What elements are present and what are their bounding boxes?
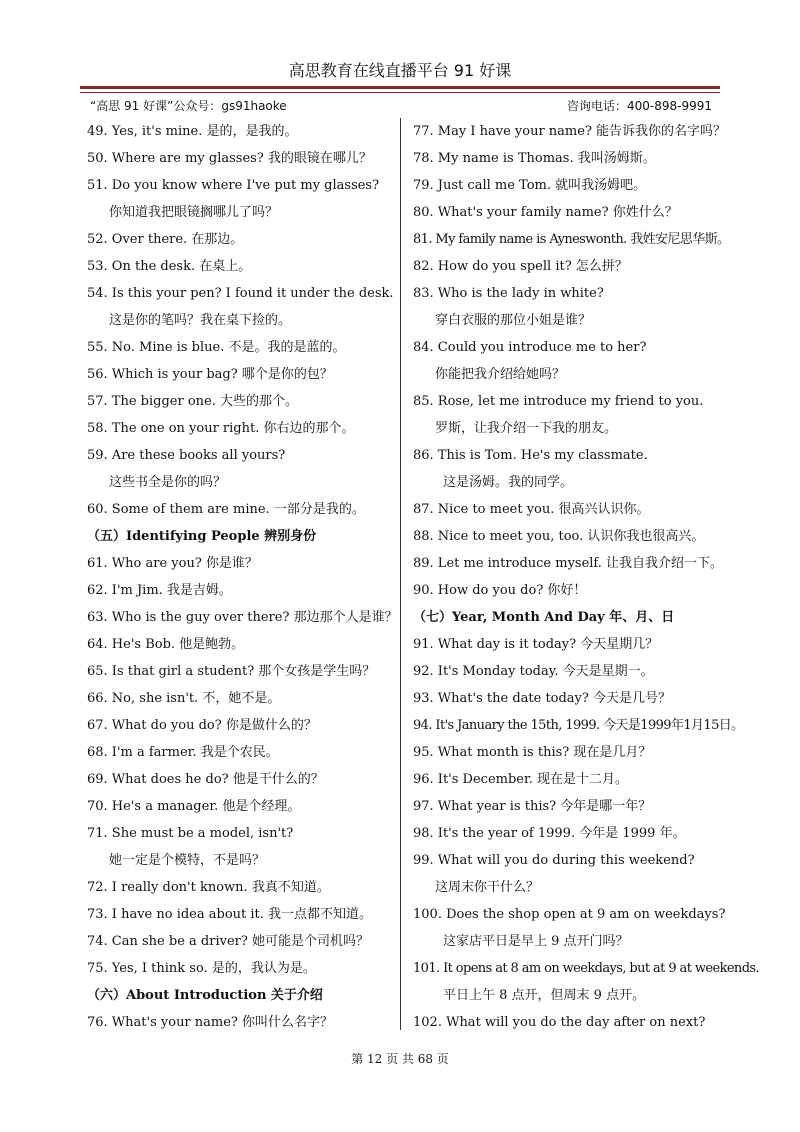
sentence-line: 71. She must be a model, isn't? <box>87 826 294 841</box>
sentence-line: 92. It's Monday today. 今天是星期一。 <box>413 664 654 679</box>
sentence-line: 62. I'm Jim. 我是吉姆。 <box>87 583 232 598</box>
sentence-line: 65. Is that girl a student? 那个女孩是学生吗？ <box>87 664 376 679</box>
sentence-line: 78. My name is Thomas. 我叫汤姆斯。 <box>413 151 656 166</box>
sentence-line: 罗斯，让我介绍一下我的朋友。 <box>435 421 618 436</box>
sentence-line: 这是汤姆。我的同学。 <box>443 475 574 490</box>
sentence-line: 97. What year is this? 今年是哪一年？ <box>413 799 652 814</box>
sentence-line: 93. What's the date today? 今天是几号？ <box>413 691 672 706</box>
sentence-line: 102. What will you do the day after on next? <box>413 1015 706 1030</box>
sentence-line: 96. It's December. 现在是十二月。 <box>413 772 629 787</box>
sentence-line: 81. My family name is Ayneswonth. 我姓安尼思华斯。 <box>413 232 730 247</box>
left-column <box>87 118 398 1036</box>
sentence-line: 77. May I have your name? 能告诉我你的名字吗？ <box>413 124 727 139</box>
sentence-line: 80. What's your family name? 你姓什么？ <box>413 205 678 220</box>
sentence-line: 67. What do you do? 你是做什么的？ <box>87 718 317 733</box>
sentence-line: 这周末你干什么？ <box>435 880 540 895</box>
sentence-line: 58. The one on your right. 你右边的那个。 <box>87 421 355 436</box>
sentence-line: 56. Which is your bag? 哪个是你的包？ <box>87 367 333 382</box>
section-heading: （七）Year, Month And Day 年、月、日 <box>413 610 675 625</box>
sentence-line: 91. What day is it today? 今天星期几？ <box>413 637 659 652</box>
sentence-line: 75. Yes, I think so. 是的，我认为是。 <box>87 961 316 976</box>
header-wechat-note: “高思 91 好课”公众号：gs91haoke <box>90 99 287 113</box>
sentence-line: 70. He's a manager. 他是个经理。 <box>87 799 301 814</box>
sentence-line: 72. I really don't known. 我真不知道。 <box>87 880 330 895</box>
sentence-line: 66. No, she isn't. 不，她不是。 <box>87 691 281 706</box>
sentence-line: 69. What does he do? 他是干什么的？ <box>87 772 324 787</box>
sentence-line: 85. Rose, let me introduce my friend to you. <box>413 394 704 409</box>
sentence-line: 94. It's January the 15th, 1999. 今天是1999年1月15日。 <box>413 718 744 733</box>
page-footer: 第 12 页 共 68 页 <box>351 1052 449 1066</box>
sentence-line: 95. What month is this? 现在是几月？ <box>413 745 652 760</box>
sentence-line: 76. What's your name? 你叫什么名字？ <box>87 1015 334 1030</box>
sentence-line: 87. Nice to meet you. 很高兴认识你。 <box>413 502 650 517</box>
page-header-title: 高思教育在线直播平台 91 好课 <box>288 61 512 80</box>
sentence-line: 50. Where are my glasses? 我的眼镜在哪儿？ <box>87 151 372 166</box>
sentence-line: 你知道我把眼镜搁哪儿了吗？ <box>109 205 279 220</box>
sentence-line: 你能把我介绍给她吗？ <box>435 367 566 382</box>
sentence-line: 这些书全是你的吗？ <box>109 475 227 490</box>
section-heading: （五）Identifying People 辨别身份 <box>87 529 317 544</box>
header-rule-thin <box>80 92 720 93</box>
sentence-line: 90. How do you do? 你好！ <box>413 583 587 598</box>
sentence-line: 57. The bigger one. 大些的那个。 <box>87 394 298 409</box>
sentence-line: 61. Who are you? 你是谁？ <box>87 556 258 571</box>
sentence-line: 60. Some of them are mine. 一部分是我的。 <box>87 502 365 517</box>
sentence-line: 100. Does the shop open at 9 am on weekdays? <box>413 907 726 922</box>
sentence-line: 63. Who is the guy over there? 那边那个人是谁？ <box>87 610 398 625</box>
sentence-line: 51. Do you know where I've put my glasses? <box>87 178 380 193</box>
sentence-line: 52. Over there. 在那边。 <box>87 232 244 247</box>
sentence-line: 这是你的笔吗？我在桌下捡的。 <box>109 313 292 328</box>
sentence-line: 这家店平日是早上 9 点开门吗？ <box>443 934 629 949</box>
sentence-line: 86. This is Tom. He's my classmate. <box>413 448 648 463</box>
sentence-line: 55. No. Mine is blue. 不是。我的是蓝的。 <box>87 340 346 355</box>
sentence-line: 89. Let me introduce myself. 让我自我介绍一下。 <box>413 556 724 571</box>
sentence-line: 54. Is this your pen? I found it under the desk. <box>87 286 394 301</box>
sentence-line: 她一定是个模特，不是吗？ <box>109 853 266 868</box>
sentence-line: 83. Who is the lady in white? <box>413 286 604 301</box>
sentence-line: 99. What will you do during this weekend? <box>413 853 695 868</box>
sentence-line: 98. It's the year of 1999. 今年是 1999 年。 <box>413 826 686 841</box>
section-heading: （六）About Introduction 关于介绍 <box>87 988 323 1003</box>
sentence-line: 84. Could you introduce me to her? <box>413 340 647 355</box>
sentence-line: 73. I have no idea about it. 我一点都不知道。 <box>87 907 373 922</box>
sentence-line: 49. Yes, it's mine. 是的，是我的。 <box>87 124 298 139</box>
sentence-line: 59. Are these books all yours? <box>87 448 286 463</box>
sentence-line: 穿白衣服的那位小姐是谁？ <box>435 313 592 328</box>
sentence-line: 82. How do you spell it? 怎么拼？ <box>413 259 628 274</box>
sentence-line: 88. Nice to meet you, too. 认识你我也很高兴。 <box>413 529 705 544</box>
column-divider <box>400 118 401 1030</box>
sentence-line: 79. Just call me Tom. 就叫我汤姆吧。 <box>413 178 647 193</box>
sentence-line: 平日上午 8 点开，但周末 9 点开。 <box>443 988 646 1003</box>
sentence-line: 74. Can she be a driver? 她可能是个司机吗？ <box>87 934 369 949</box>
header-rule-thick <box>80 86 720 89</box>
right-column <box>413 118 760 1036</box>
sentence-line: 101. It opens at 8 am on weekdays, but at 9 at weekends. <box>413 961 760 976</box>
sentence-line: 53. On the desk. 在桌上。 <box>87 259 252 274</box>
sentence-line: 68. I'm a farmer. 我是个农民。 <box>87 745 279 760</box>
sentence-line: 64. He's Bob. 他是鲍勃。 <box>87 637 245 652</box>
header-phone-note: 咨询电话：400-898-9991 <box>566 99 712 113</box>
